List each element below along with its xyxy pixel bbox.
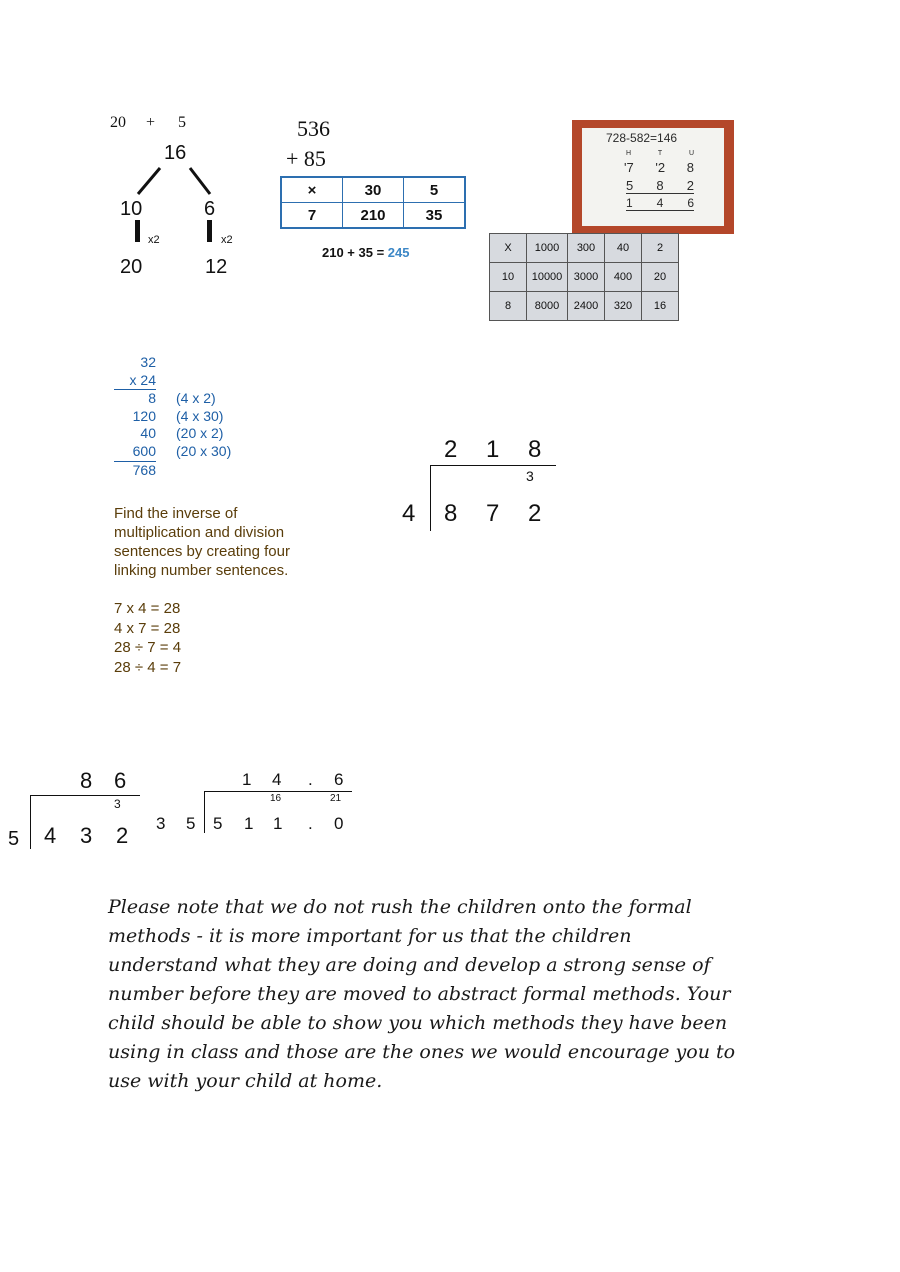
lm-row	[114, 354, 231, 372]
carry-digit: 3	[526, 468, 534, 484]
lm-row	[114, 462, 231, 480]
note-line: understand what they are doing and develop a strong sense of	[108, 954, 711, 976]
wb-cell: 4	[656, 196, 664, 210]
right-bar	[207, 220, 212, 242]
grid-photo-table	[489, 233, 679, 321]
whiteboard-photo	[572, 120, 734, 234]
parent-note	[108, 893, 808, 1096]
column-addition	[286, 114, 330, 174]
grid-photo-cell: 300	[568, 234, 605, 263]
lm-number: x 24	[114, 372, 156, 391]
note-line: child should be able to show you which methods they have been	[108, 1012, 728, 1034]
number-sentence: 4 x 7 = 28	[114, 619, 181, 637]
addition-line-2: + 85	[286, 146, 326, 171]
right-multiplier: x2	[221, 234, 233, 246]
grid-photo-cell: 10000	[527, 263, 568, 292]
number-sentence: 7 x 4 = 28	[114, 600, 181, 617]
inverse-sentences	[114, 599, 181, 677]
wb-cell: 5	[626, 178, 634, 193]
division-wall	[204, 791, 205, 833]
division-bar	[204, 791, 352, 792]
lm-number: 8	[148, 390, 156, 407]
grid-method-table	[280, 176, 466, 229]
left-bar	[135, 220, 140, 242]
wb-cell: '7	[624, 160, 634, 175]
lm-number: 768	[132, 461, 156, 478]
dividend-digit: 2	[116, 823, 129, 848]
lm-note: (20 x 30)	[176, 442, 232, 459]
partition-left-result: 20	[120, 256, 143, 278]
number-sentence: 28 ÷ 4 = 7	[114, 658, 182, 676]
division-bar	[430, 465, 556, 466]
partition-right-result: 12	[205, 256, 228, 278]
grid-header-cell: 5	[404, 177, 466, 203]
left-multiplier: x2	[148, 234, 160, 246]
partition-right: 6	[204, 198, 216, 220]
inverse-instructions: Find the inverse of multiplication and division sentences by creating four linking number sentences.	[114, 505, 290, 579]
whiteboard-headers	[626, 150, 694, 157]
grid-sum-result: 245	[387, 245, 410, 260]
wb-cell: 8	[686, 160, 694, 175]
grid-header-cell: 30	[343, 177, 404, 203]
grid-photo-cell: 8000	[527, 292, 568, 321]
lm-row	[114, 425, 231, 443]
wb-cell: 8	[656, 178, 664, 193]
lm-row	[114, 390, 231, 408]
grid-photo-cell: 16	[642, 292, 679, 321]
note-line: use with your child at home.	[108, 1070, 383, 1092]
wb-cell: 6	[687, 196, 694, 210]
lm-note: (4 x 30)	[176, 407, 224, 424]
long-multiplication	[114, 354, 231, 479]
partition-top-left: 20	[110, 114, 126, 131]
dividend-digit: 1	[273, 814, 283, 833]
number-sentence: 28 ÷ 7 = 4	[114, 639, 182, 656]
dividend-digit: 8	[444, 500, 458, 527]
grid-row-cell: 210	[343, 203, 404, 229]
note-line: methods - it is more important for us that the children	[108, 925, 632, 947]
divisor-digit: 5	[186, 814, 196, 833]
division-wall	[30, 795, 31, 849]
quotient-digit: 1	[486, 436, 500, 463]
partition-branches	[130, 164, 220, 200]
lm-note: (4 x 2)	[176, 390, 216, 407]
dividend-digit: 0	[334, 814, 344, 833]
grid-sum-text: 210 + 35 =	[322, 245, 385, 260]
grid-photo-cell: 20	[642, 263, 679, 292]
lm-row	[114, 372, 231, 391]
divisor: 4	[402, 500, 416, 527]
partition-top-right: 5	[178, 114, 186, 131]
grid-photo-cell: 320	[605, 292, 642, 321]
lm-note: (20 x 2)	[176, 425, 224, 442]
quotient-digit: 2	[444, 436, 458, 463]
addition-line-1: 536	[297, 116, 330, 141]
partition-root: 16	[164, 142, 187, 164]
header-t: T	[657, 150, 663, 157]
header-u: U	[688, 150, 694, 157]
whiteboard	[582, 128, 724, 226]
grid-photo-cell: 1000	[527, 234, 568, 263]
whiteboard-equation: 728-582=146	[606, 131, 678, 145]
wb-cell: 1	[626, 196, 633, 210]
lm-row	[114, 443, 231, 462]
quotient-digit: 4	[272, 770, 282, 789]
dividend-digit: 1	[244, 814, 254, 833]
quotient-digit: 6	[334, 770, 344, 789]
grid-row-cell: 7	[281, 203, 343, 229]
dividend-digit: .	[308, 814, 313, 833]
partition-plus: +	[146, 114, 156, 131]
partition-left: 10	[120, 198, 143, 220]
carry-digit: 21	[330, 793, 342, 804]
grid-photo-cell: 3000	[568, 263, 605, 292]
whiteboard-row-3	[626, 196, 694, 211]
grid-photo-cell: 2	[642, 234, 679, 263]
quotient-digit: 8	[528, 436, 542, 463]
grid-photo-cell: 8	[490, 292, 527, 321]
wb-cell: 2	[686, 178, 694, 193]
grid-photo-cell: X	[490, 234, 527, 263]
dividend-digit: 2	[528, 500, 542, 527]
dividend-digit: 3	[80, 823, 93, 848]
lm-number: 600	[114, 443, 156, 462]
note-line: Please note that we do not rush the children onto the formal	[108, 896, 692, 918]
division-wall	[430, 465, 431, 531]
division-bar	[30, 795, 140, 796]
note-line: using in class and those are the ones we would encourage you to	[108, 1041, 736, 1063]
grid-photo-cell: 2400	[568, 292, 605, 321]
divisor-cropped: 5	[8, 828, 20, 850]
whiteboard-row-1	[624, 160, 694, 175]
header-h: H	[626, 150, 632, 157]
carry-digit: 3	[114, 797, 121, 811]
grid-sum	[322, 245, 410, 260]
grid-row-cell: 35	[404, 203, 466, 229]
grid-photo-cell: 40	[605, 234, 642, 263]
grid-photo-cell: 10	[490, 263, 527, 292]
lm-number: 120	[132, 407, 156, 424]
grid-header-cell: ×	[281, 177, 343, 203]
quotient-digit: 6	[114, 768, 127, 793]
whiteboard-row-2	[626, 178, 694, 194]
quotient-digit: 1	[242, 770, 252, 789]
dividend-digit: 5	[213, 814, 223, 833]
carry-digit: 16	[270, 793, 282, 804]
note-line: number before they are moved to abstract formal methods. Your	[108, 983, 731, 1005]
dividend-digit: 7	[486, 500, 500, 527]
lm-number: 32	[140, 354, 156, 370]
dividend-digit: 4	[44, 823, 57, 848]
divisor-digit: 3	[156, 814, 166, 833]
quotient-digit: 8	[80, 768, 93, 793]
wb-cell: '2	[655, 160, 666, 175]
lm-row	[114, 408, 231, 426]
grid-photo-cell: 400	[605, 263, 642, 292]
quotient-digit: .	[308, 770, 313, 789]
lm-number: 40	[140, 425, 156, 442]
